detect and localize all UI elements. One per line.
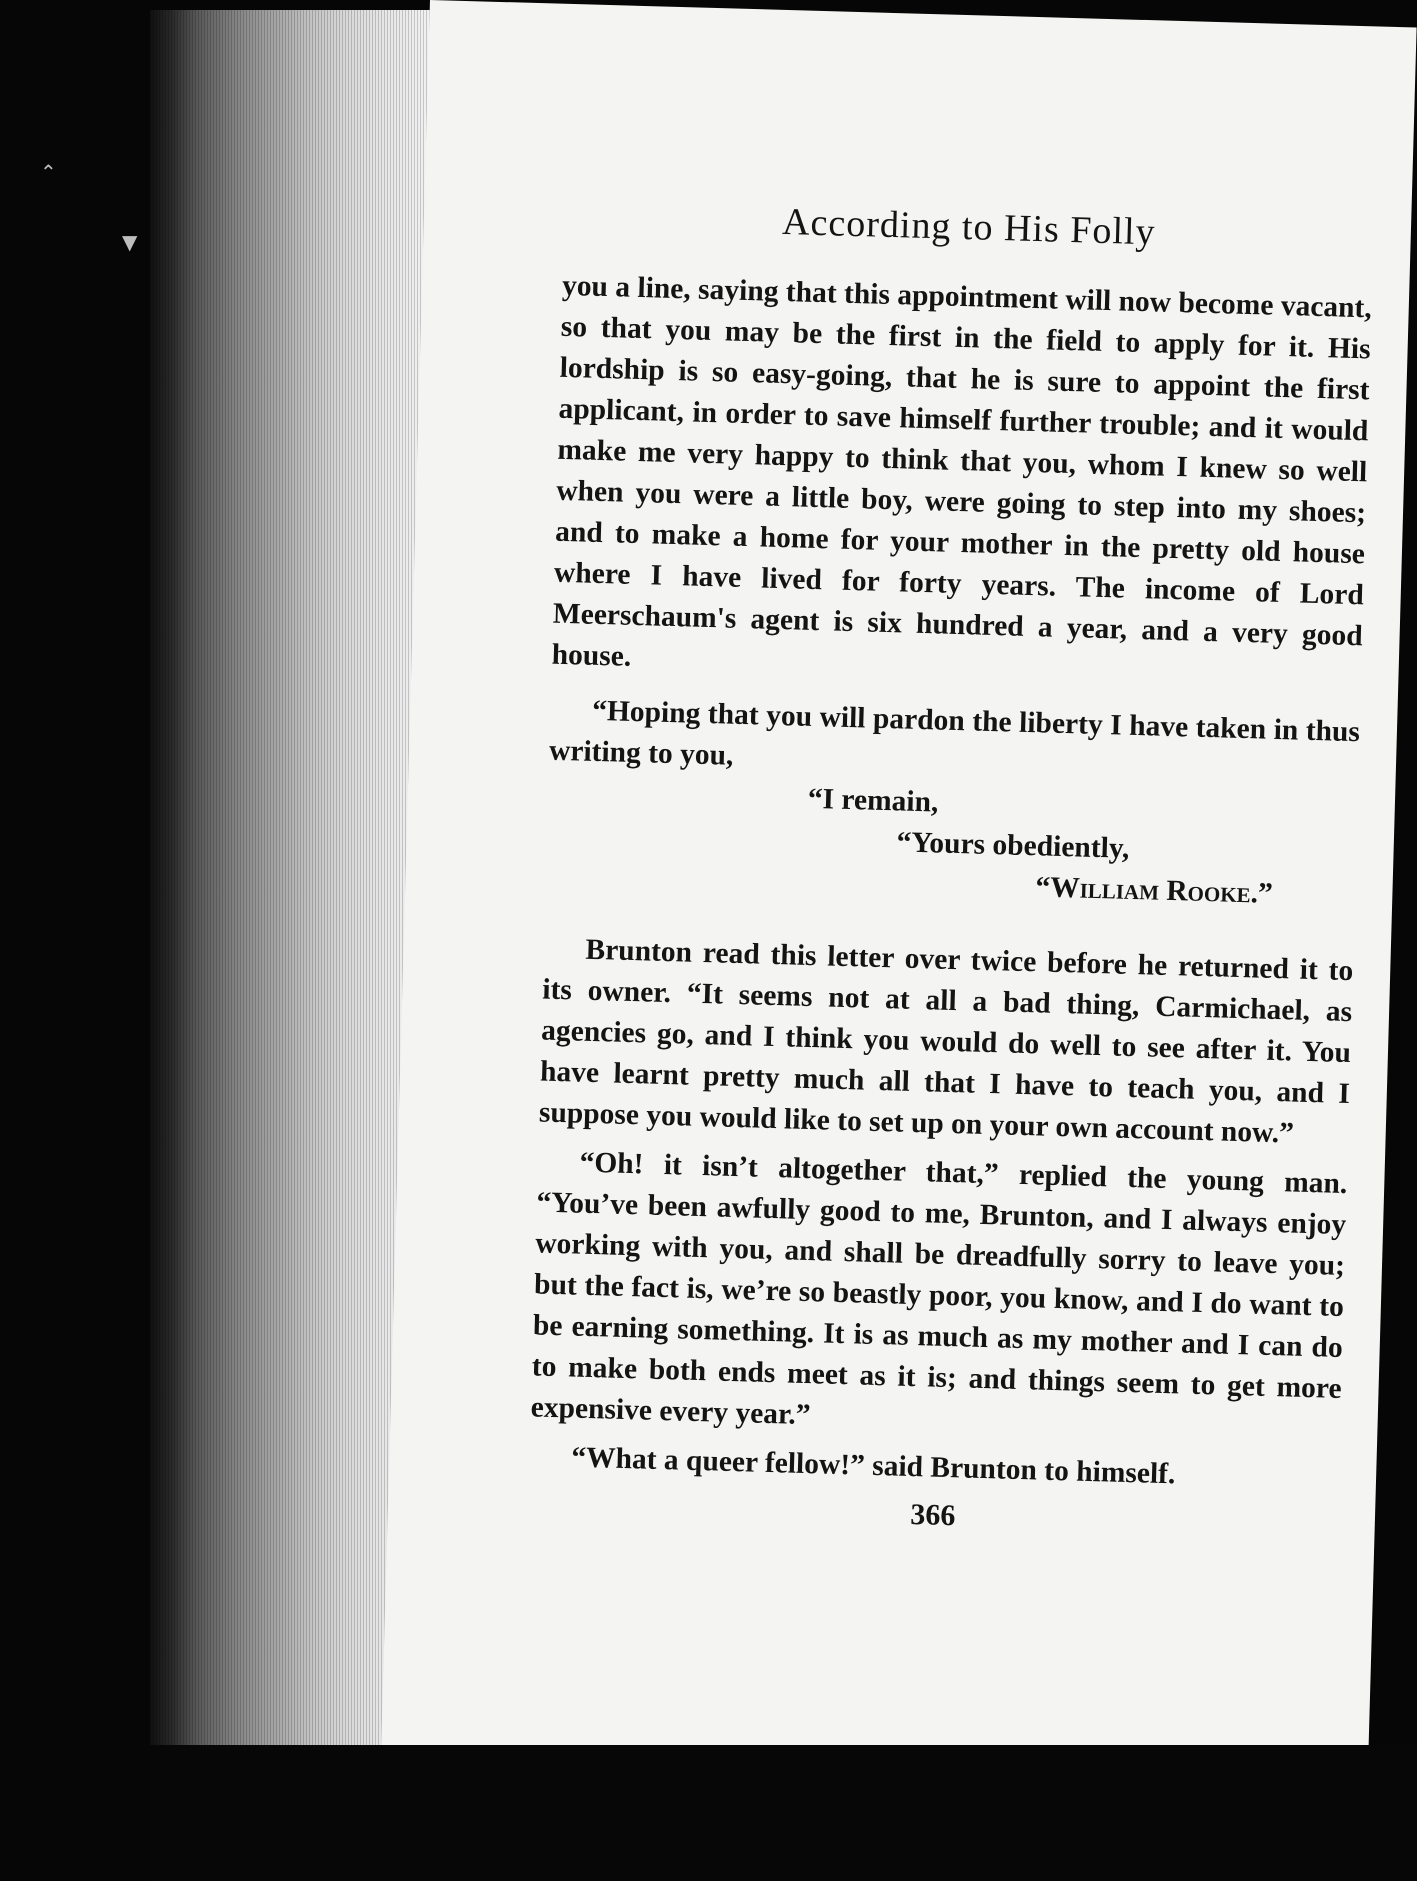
edge-speck: ▼: [122, 230, 138, 254]
binding-shadow: [150, 1745, 1417, 1881]
narrative-paragraph-3: “What a queer fellow!” said Brunton to himself.: [570, 1441, 1176, 1491]
text-block: [528, 194, 1375, 1544]
letter-signature: “William Rooke.”: [1035, 871, 1274, 910]
page-number: 366: [909, 1498, 956, 1533]
letter-body: you a line, saying that this appointment will now become vacant, so that you may be the first in the field to apply for it. His lordship is so easy-going, that he is sure to appoint the first applicant, in order to save himself further trouble; and it would make me very happy to think that you, whom I knew so well when you were a little boy, were going to step into my shoes; and to make a home for your mother in the pretty old house where I have lived for forty years. The income of Lord Meerschaum's agent is six hundred a year, and a very good house.: [551, 269, 1373, 673]
book-page: [381, 0, 1417, 1782]
running-head: According to His Folly: [781, 200, 1157, 254]
letter-yours: “Yours obediently,: [896, 826, 1130, 865]
letter-closing-paragraph: “Hoping that you will pardon the liberty I have taken in thus writing to you,: [548, 694, 1361, 772]
edge-speck: ⌃: [40, 160, 57, 184]
narrative-paragraph-2: “Oh! it isn’t altogether that,” replied the young man. “You’ve been awfully good to me, Brunton, and I always enjoy working with you, and shall be dreadfully sorry to leave you; but the fact is, we’re so beastly poor, you know, and I do want to be earning something. It is as much as my mother and I can do to make both ends meet as it is; and things seem to get more expensive every year.”: [530, 1146, 1348, 1432]
letter-remain: “I remain,: [807, 782, 939, 819]
narrative-paragraph-1: Brunton read this letter over twice before he returned it to its owner. “It seems not at all a bad thing, Carmichael, as agencies go, and I think you would do well to see after it. You have learnt pretty much all that I have to teach you, and I suppose you would like to set up on your own account now.”: [538, 933, 1354, 1150]
